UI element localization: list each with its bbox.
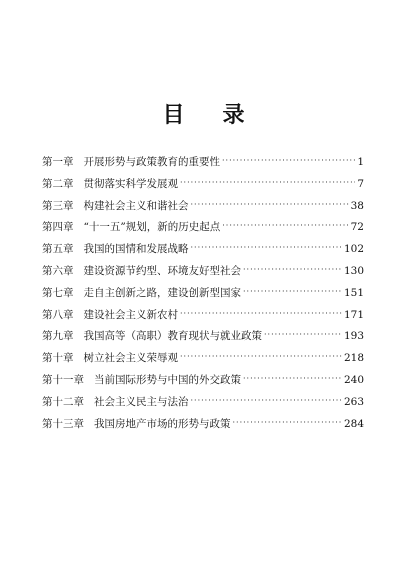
dot-leader: [233, 418, 342, 427]
toc-entry: [42, 350, 364, 372]
chapter-title: 我国的国情和发展战略: [83, 243, 189, 256]
chapter-title: 走自主创新之路，建设创新型国家: [83, 286, 241, 299]
toc-entry: [42, 328, 364, 350]
dot-leader: [180, 178, 355, 187]
toc-entry: [42, 263, 364, 285]
chapter-title: 我国高等（高职）教育现状与就业政策: [83, 330, 262, 343]
page-number: 171: [343, 308, 364, 321]
toc-entry: [42, 394, 364, 416]
chapter-title: 建设社会主义新农村: [83, 308, 178, 321]
toc-entry: [42, 154, 364, 176]
dot-leader: [191, 200, 349, 209]
toc-entry: [42, 241, 364, 263]
toc-heading-char-2: 录: [222, 102, 245, 128]
chapter-number: 第十三章: [42, 417, 84, 430]
chapter-title: 贯彻落实科学发展观: [83, 177, 178, 190]
dot-leader: [264, 330, 342, 339]
toc-entry: [42, 307, 364, 329]
page-number: 1: [357, 156, 364, 168]
dot-leader: [222, 221, 348, 230]
chapter-title: 构建社会主义和谐社会: [83, 199, 189, 212]
dot-leader: [180, 309, 342, 318]
chapter-number: 第十二章: [42, 395, 84, 408]
page-number: 193: [343, 330, 364, 343]
page-number: 263: [343, 395, 364, 408]
dot-leader: [191, 396, 342, 405]
chapter-number: 第二章: [42, 177, 74, 190]
toc-entry: [42, 176, 364, 198]
toc-heading-char-1: 目: [162, 102, 185, 128]
page-number: 240: [343, 373, 364, 386]
chapter-title: “十一五”规划，新的历史起点: [83, 221, 221, 234]
page-number: 38: [350, 199, 364, 212]
dot-leader: [243, 287, 342, 296]
chapter-number: 第六章: [42, 264, 74, 277]
page-number: 102: [343, 243, 364, 256]
chapter-number: 第七章: [42, 286, 74, 299]
dot-leader: [222, 156, 355, 165]
page-number: 7: [357, 177, 364, 190]
toc-entry: [42, 219, 364, 241]
chapter-number: 第四章: [42, 221, 74, 234]
dot-leader: [191, 243, 342, 252]
page-number: 284: [343, 417, 364, 430]
page-number: 218: [343, 352, 364, 365]
chapter-number: 第十一章: [42, 373, 84, 386]
chapter-title: 社会主义民主与法治: [94, 395, 189, 408]
chapter-number: 第九章: [42, 330, 74, 343]
page-number: 72: [350, 221, 364, 234]
toc-entry: [42, 198, 364, 220]
chapter-number: 第十章: [42, 352, 74, 365]
chapter-title: 开展形势与政策教育的重要性: [83, 156, 220, 168]
dot-leader: [243, 265, 342, 274]
toc-entry: [42, 285, 364, 307]
toc-entry: [42, 416, 364, 438]
chapter-number: 第五章: [42, 243, 74, 256]
toc-entry: [42, 372, 364, 394]
chapter-title: 我国房地产市场的形势与政策: [94, 417, 231, 430]
chapter-number: 第一章: [42, 156, 74, 168]
chapter-title: 建设资源节约型、环境友好型社会: [83, 264, 241, 277]
chapter-number: 第八章: [42, 308, 74, 321]
table-of-contents: [42, 154, 364, 437]
chapter-title: 树立社会主义荣辱观: [83, 352, 178, 365]
page-number: 130: [343, 264, 364, 277]
dot-leader: [243, 374, 342, 383]
toc-heading: [0, 98, 407, 129]
chapter-number: 第三章: [42, 199, 74, 212]
chapter-title: 当前国际形势与中国的外交政策: [94, 373, 241, 386]
page-number: 151: [343, 286, 364, 299]
dot-leader: [180, 352, 342, 361]
